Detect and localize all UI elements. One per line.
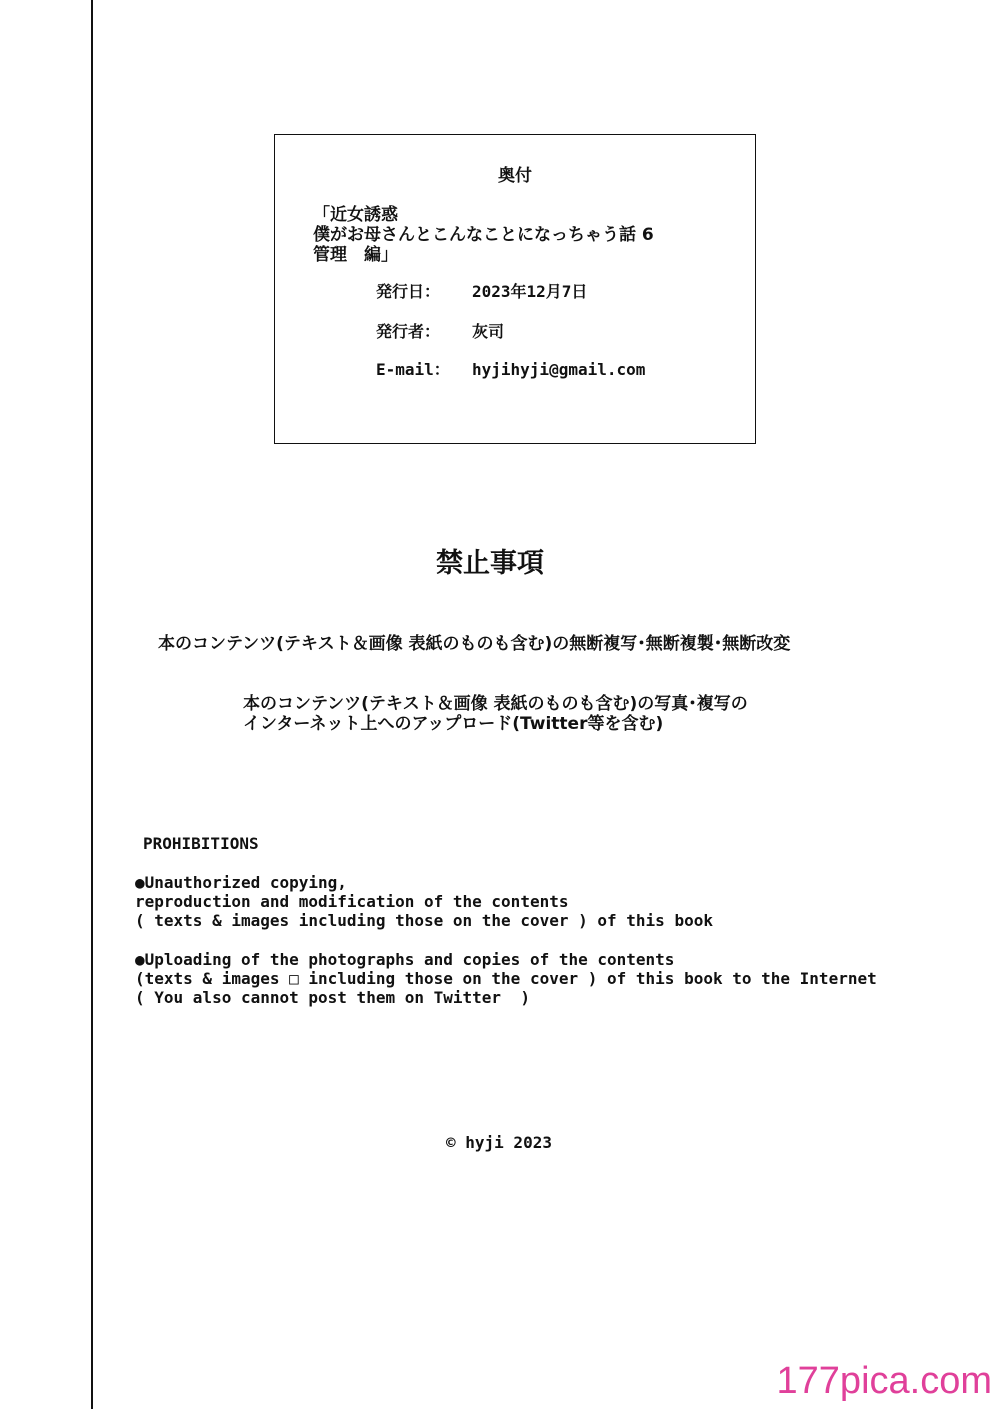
prohibitions-jp-title: 禁止事項 [436, 548, 544, 579]
prohibition-en-item-1-line-1: ●Unauthorized copying, [135, 873, 347, 892]
colophon-box [274, 134, 756, 444]
page-margin-line [91, 0, 93, 1409]
prohibitions-en-title: PROHIBITIONS [143, 834, 259, 853]
prohibition-en-item-1-line-3: ( texts & images including those on the cover ) of this book [135, 911, 713, 930]
watermark: 177pica.com [776, 1360, 992, 1402]
colophon-title [313, 205, 654, 265]
prohibition-jp-item-2-line-2: インターネット上へのアップロード(Twitter等を含む) [243, 714, 664, 734]
release-date-row [376, 279, 587, 302]
release-date-value: 2023年12月7日 [472, 282, 588, 301]
copyright-notice: © hyji 2023 [446, 1133, 552, 1152]
title-line-1: 「近女誘惑 [313, 205, 398, 225]
publisher-value: 灰司 [472, 322, 505, 341]
prohibition-jp-item-2-line-1: 本のコンテンツ(テキスト＆画像 表紙のものも含む)の写真･複写の [243, 694, 748, 714]
colophon-heading: 奥付 [498, 166, 532, 186]
prohibition-en-item-2-line-1: ●Uploading of the photographs and copies of the contents [135, 950, 675, 969]
publisher-row [376, 319, 504, 342]
prohibition-en-item-1 [135, 873, 713, 930]
prohibition-jp-item-1: 本のコンテンツ(テキスト＆画像 表紙のものも含む)の無断複写･無断複製･無断改変 [158, 634, 791, 654]
prohibition-jp-item-2 [243, 694, 748, 734]
prohibition-en-item-2-line-3: ( You also cannot post them on Twitter ) [135, 988, 530, 1007]
email-row [376, 357, 645, 380]
publisher-label: 発行者： [376, 322, 441, 341]
title-line-3: 管理 編」 [313, 245, 398, 265]
prohibition-en-item-2-line-2: (texts & images □ including those on the cover ) of this book to the Internet [135, 969, 877, 988]
release-date-label: 発行日： [376, 282, 441, 301]
prohibition-en-item-2 [135, 950, 877, 1007]
email-label: E-mail： [376, 360, 450, 379]
prohibition-en-item-1-line-2: reproduction and modification of the contents [135, 892, 569, 911]
email-value: hyjihyji@gmail.com [472, 360, 646, 379]
title-line-2: 僕がお母さんとこんなことになっちゃう話 6 [313, 225, 654, 245]
